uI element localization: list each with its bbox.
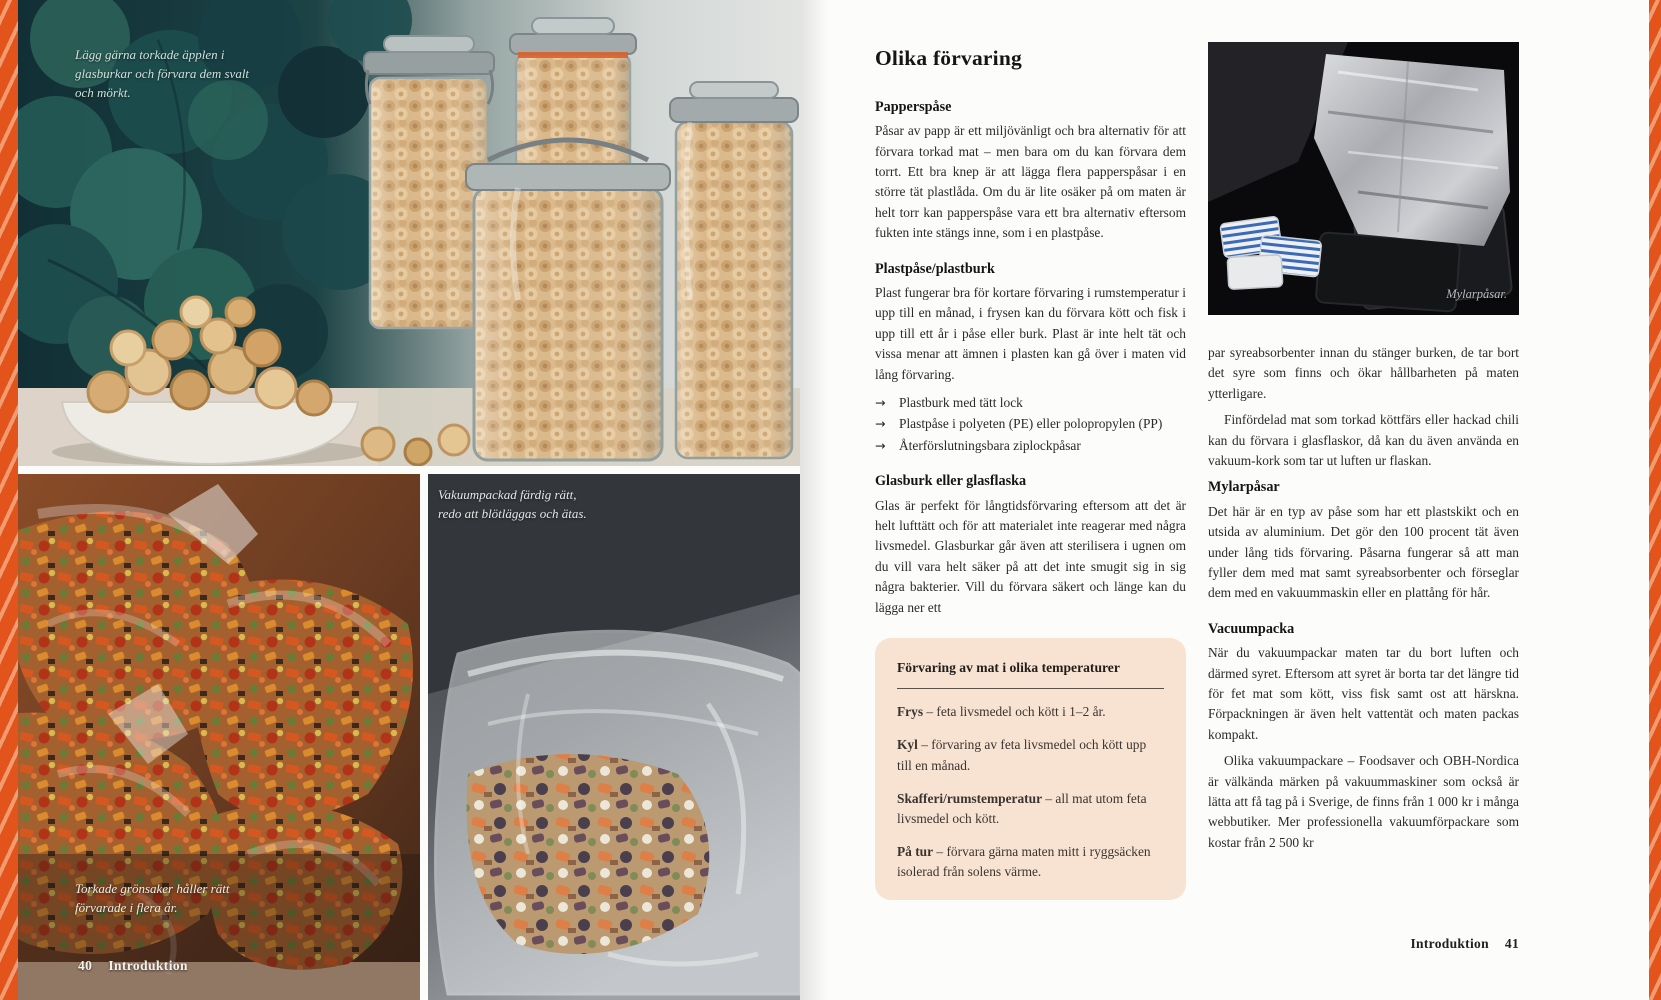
- body-mylarpasar: Det här är en typ av påse som har ett plastskikt och en utsida av aluminium. Det gör den 100 procent tät även under lång tids förvaring. Påsarna fungerar så att man fyller dem med mat samt syreabsorbenter och förseglar dem med en vakuummaskin eller en plattång för hår.: [1208, 503, 1519, 601]
- infobox-title: Förvaring av mat i olika temperaturer: [897, 658, 1164, 689]
- temperature-infobox: [875, 638, 1186, 900]
- body-continuation: par syreabsorbenter innan du stänger burken, de tar bort det syre som finns och ökar hållbarheten på maten ytterligare.: [1208, 345, 1519, 401]
- heading-vacuumpacka: Vacuumpacka: [1208, 620, 1295, 637]
- vacuum-photo-illustration: [428, 474, 800, 1000]
- infobox-term: På tur: [897, 843, 934, 859]
- infobox-entry-kyl: [897, 735, 1164, 775]
- book-spread: [18, 0, 1649, 1000]
- body-vacuumpacka-2: Olika vakuumpackare – Foodsaver och OBH-Nordica är välkända märken på vakuummaskiner som också är lätta att få tag på i Sverige, de finns från 1 000 kr i många webbutiker. Mer professionella vakuumförpackare som kostar från 2 500 kr: [1208, 753, 1519, 850]
- infobox-text: – förvaring av feta livsmedel och kött upp till en månad.: [897, 737, 1147, 773]
- list-item-label: Plastburk med tätt lock: [899, 394, 1023, 410]
- vegetables-photo-illustration: [18, 474, 420, 1000]
- photo-mylar-bags: [1208, 42, 1519, 315]
- photo-dried-apples-jars: [18, 0, 800, 466]
- heading-mylarpasar: Mylarpåsar: [1208, 479, 1280, 496]
- infobox-entry-patur: [897, 842, 1164, 882]
- caption-dried-apples: Lägg gärna torkade äpplen i glasburkar och förvara dem svalt och mörkt.: [75, 47, 250, 100]
- photo-dried-vegetables-bags: [18, 474, 420, 1000]
- page-title: Olika förvaring: [875, 46, 1022, 70]
- mylar-photo-illustration: [1208, 42, 1519, 315]
- infobox-term: Frys: [897, 704, 924, 720]
- plastic-options-list: [875, 393, 1186, 456]
- page-number-left: 40: [78, 958, 93, 973]
- infobox-entry-frys: [897, 702, 1164, 722]
- book-edge-stripe-right: [1649, 0, 1661, 1000]
- body-glasburk: Glas är perfekt för långtidsförvaring eftersom att det är helt lufttätt och för att materialet inte reagerar med några livsmedel. Glasburkar går även att sterilisera i ugnen om du vill vara helt säker på att det inte smugit sig in sig några bakterier. Vill du förvara säkert och länge kan du lägga ner ett: [875, 497, 1186, 615]
- list-item: [875, 414, 1186, 434]
- caption-dried-vegetables: Torkade grönsaker håller rätt förvarade i flera år.: [75, 881, 230, 915]
- book-edge-stripe-left: [0, 0, 18, 1000]
- body-papperspase: Påsar av papp är ett miljövänligt och bra alternativ för att förvara torkad mat – men bara om du kan förvara dem torrt. Ett bra knep är att lägga flera papperspåsar i en större tät plastlåda. Om du är lite osäker på om maten är helt torr kan papperspåse vara ett bra alternativ eftersom fukten inte stängs inne, som i en plastpåse.: [875, 123, 1186, 241]
- right-page-column-2: [1208, 42, 1519, 859]
- list-item-label: Plastpåse i polyeten (PE) eller polopropylen (PP): [899, 416, 1163, 432]
- photo-vacuum-packed-meal: [428, 474, 800, 1000]
- body-finfordelad: Finfördelad mat som torkad köttfärs eller hackad chili kan du förvara i glasflaskor, då kan du även använda en vakuum-kork som tar ut luften ur flaskan.: [1208, 412, 1519, 468]
- right-page-column-1: [875, 42, 1186, 900]
- section-label-right: Introduktion: [1410, 936, 1489, 951]
- infobox-text: – all mat utom feta livsmedel och kött.: [897, 790, 1147, 826]
- list-item: [875, 436, 1186, 456]
- infobox-term: Skafferi/rumstemperatur: [897, 790, 1043, 806]
- infobox-term: Kyl: [897, 737, 918, 753]
- heading-glasburk: Glasburk eller glasflaska: [875, 473, 1027, 490]
- page-number-right: 41: [1504, 936, 1519, 951]
- heading-plastpase: Plastpåse/plastburk: [875, 260, 995, 277]
- arrow-bullet-icon: →: [875, 394, 886, 410]
- section-label-left: Introduktion: [108, 958, 188, 973]
- caption-mylar: Mylarpåsar.: [1446, 286, 1507, 301]
- infobox-entry-skafferi: [897, 789, 1164, 829]
- arrow-bullet-icon: →: [875, 416, 886, 432]
- list-item: [875, 393, 1186, 413]
- caption-vacuum-meal: Vakuumpackad färdig rätt, redo att blötläggas och ätas.: [438, 487, 587, 521]
- list-item-label: Återförslutningsbara ziplockpåsar: [899, 437, 1081, 453]
- arrow-bullet-icon: →: [875, 437, 886, 453]
- body-plastpase: Plast fungerar bra för kortare förvaring i rumstemperatur i upp till en månad, i frysen kan du förvara kött och fisk i upp till ett år i påse eller burk. Plast är inte helt tät och vissa menar att ämnen i plasten kan gå över i maten vid lång förvaring.: [875, 285, 1186, 382]
- heading-papperspase: Papperspåse: [875, 98, 952, 115]
- body-vacuumpacka-1: När du vakuumpackar maten tar du bort luften och därmed syret. Eftersom att syret är borta tar det längre tid för fet mat som kött, viss fisk samt ost att härskna. Förpackningen är även helt vattentät och maten packas kompakt.: [1208, 645, 1519, 742]
- infobox-text: – förvara gärna maten mitt i ryggsäcken isolerad från solens värme.: [897, 843, 1151, 879]
- spine-shadow: [800, 0, 840, 1000]
- page-footer-left: [78, 958, 188, 974]
- infobox-text: – feta livsmedel och kött i 1–2 år.: [923, 704, 1106, 720]
- page-footer-right: [1208, 936, 1519, 952]
